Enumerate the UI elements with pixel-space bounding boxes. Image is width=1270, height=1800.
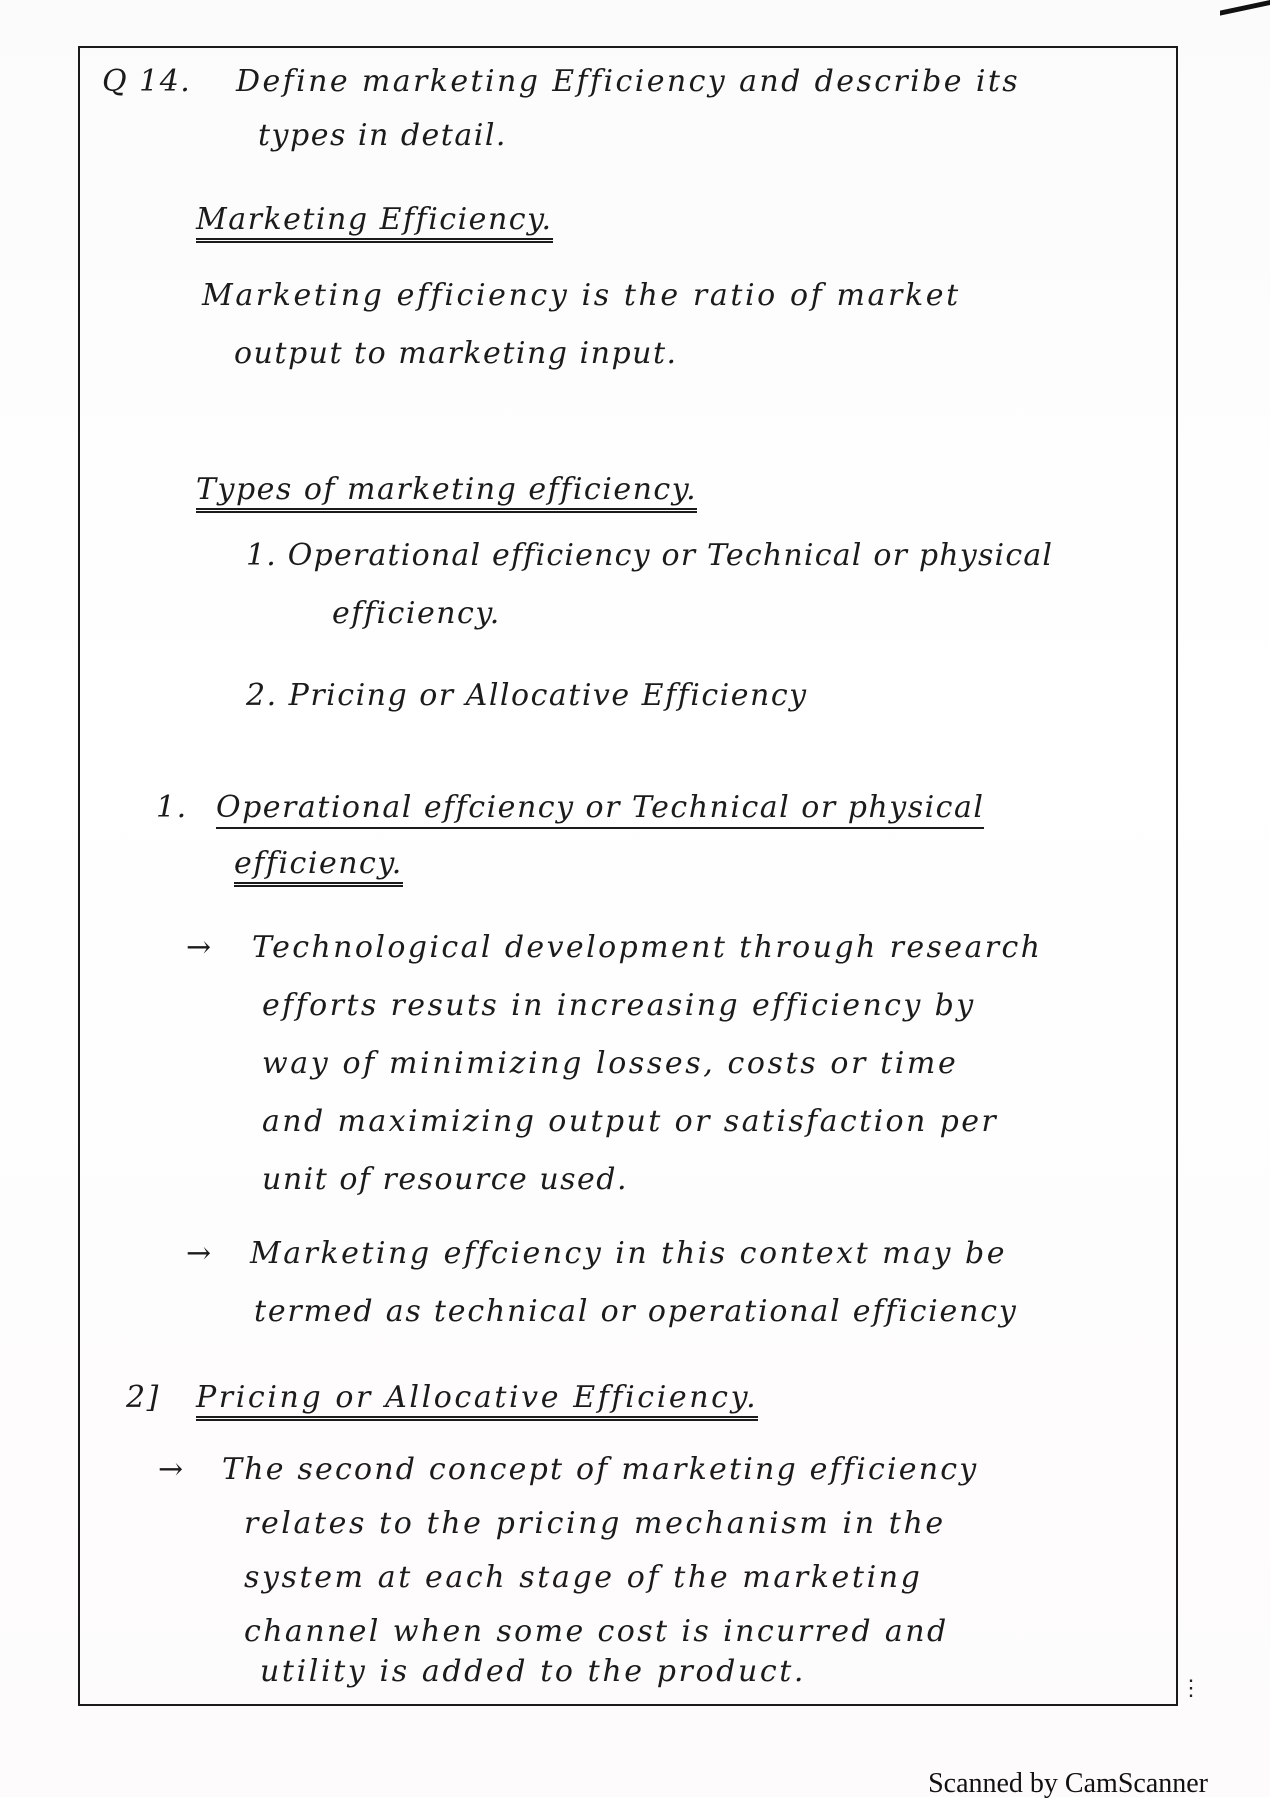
definition-line-2: output to marketing input. xyxy=(234,336,678,371)
section-1-bullet-1-line-5: unit of resource used. xyxy=(262,1162,629,1197)
section-2-bullet-1-line-2: relates to the pricing mechanism in the xyxy=(244,1506,946,1541)
question-line-1: Define marketing Efficiency and describe its xyxy=(236,64,1021,99)
section-1-bullet-2-arrow: → xyxy=(186,1236,213,1271)
section-2-bullet-1-line-5: utility is added to the product. xyxy=(260,1654,807,1689)
section-1-bullet-1-line-3: way of minimizing losses, costs or time xyxy=(262,1046,959,1081)
section-1-bullet-1-line-2: efforts resuts in increasing efficiency by xyxy=(262,988,976,1023)
section-2-number: 2] xyxy=(126,1380,160,1415)
section-1-bullet-1-line-1: Technological development through research xyxy=(252,930,1043,965)
section-1-bullet-1-arrow: → xyxy=(186,930,213,965)
section-1-heading-line-1: Operational effciency or Technical or physical xyxy=(216,788,984,828)
types-item-2: 2. Pricing or Allocative Efficiency xyxy=(246,678,808,713)
section-1-number: 1. xyxy=(156,790,188,825)
section-1-bullet-2-line-1: Marketing effciency in this context may be xyxy=(250,1236,1007,1271)
scanner-watermark: Scanned by CamScanner xyxy=(928,1768,1208,1799)
section-2-heading: Pricing or Allocative Efficiency. xyxy=(196,1378,758,1418)
section-1-bullet-2-line-2: termed as technical or operational efficiency xyxy=(254,1294,1018,1329)
types-item-1-line-1: 1. Operational efficiency or Technical or physical xyxy=(246,538,1054,573)
definition-heading: Marketing Efficiency. xyxy=(196,200,553,240)
page-corner-mark xyxy=(1220,0,1270,30)
section-2-bullet-1-line-1: The second concept of marketing efficiency xyxy=(222,1452,979,1487)
section-1-heading-line-2: efficiency. xyxy=(234,844,403,884)
types-heading: Types of marketing efficiency. xyxy=(196,470,697,510)
section-2-bullet-1-line-4: channel when some cost is incurred and xyxy=(244,1614,949,1649)
question-line-2: types in detail. xyxy=(258,118,507,153)
question-number: Q 14. xyxy=(102,64,192,99)
section-1-bullet-1-line-4: and maximizing output or satisfaction per xyxy=(262,1104,999,1139)
section-2-bullet-1-line-3: system at each stage of the marketing xyxy=(244,1560,923,1595)
types-item-1-line-2: efficiency. xyxy=(332,596,501,631)
section-2-bullet-1-arrow: → xyxy=(158,1452,185,1487)
margin-dots: ⋮ xyxy=(1180,1676,1202,1701)
definition-line-1: Marketing efficiency is the ratio of market xyxy=(202,278,961,313)
